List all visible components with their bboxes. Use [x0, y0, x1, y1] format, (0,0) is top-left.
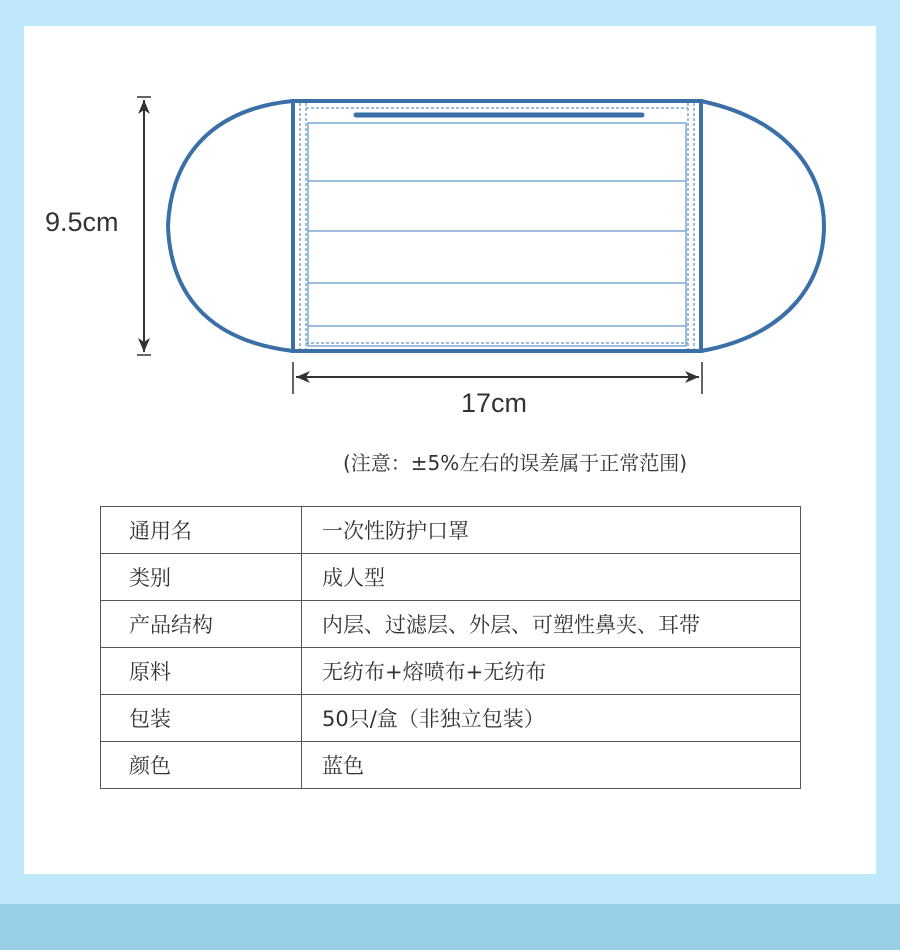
table-row: [101, 695, 801, 742]
spec-value: 一次性防护口罩: [302, 507, 801, 554]
spec-value: 无纺布+熔喷布+无纺布: [302, 648, 801, 695]
left-ear-loop: [168, 101, 293, 351]
height-label: 9.5cm: [45, 207, 119, 237]
table-row: [101, 554, 801, 601]
bottom-band: [0, 904, 900, 950]
spec-value: 50只/盒（非独立包装）: [302, 695, 801, 742]
spec-value: 成人型: [302, 554, 801, 601]
table-row: [101, 742, 801, 789]
spec-key: 通用名: [101, 507, 302, 554]
height-dimension-arrow: [137, 97, 151, 355]
spec-value: 内层、过滤层、外层、可塑性鼻夹、耳带: [302, 601, 801, 648]
table-row: [101, 648, 801, 695]
spec-value: 蓝色: [302, 742, 801, 789]
spec-key: 颜色: [101, 742, 302, 789]
table-row: [101, 601, 801, 648]
spec-key: 类别: [101, 554, 302, 601]
spec-key: 产品结构: [101, 601, 302, 648]
mask-body: [293, 101, 701, 351]
spec-key: 原料: [101, 648, 302, 695]
table-row: [101, 507, 801, 554]
spec-key: 包装: [101, 695, 302, 742]
width-label: 17cm: [461, 388, 528, 418]
right-ear-loop: [701, 101, 824, 351]
tolerance-note: (注意：±5%左右的误差属于正常范围): [343, 451, 688, 475]
spec-table: [100, 506, 801, 789]
